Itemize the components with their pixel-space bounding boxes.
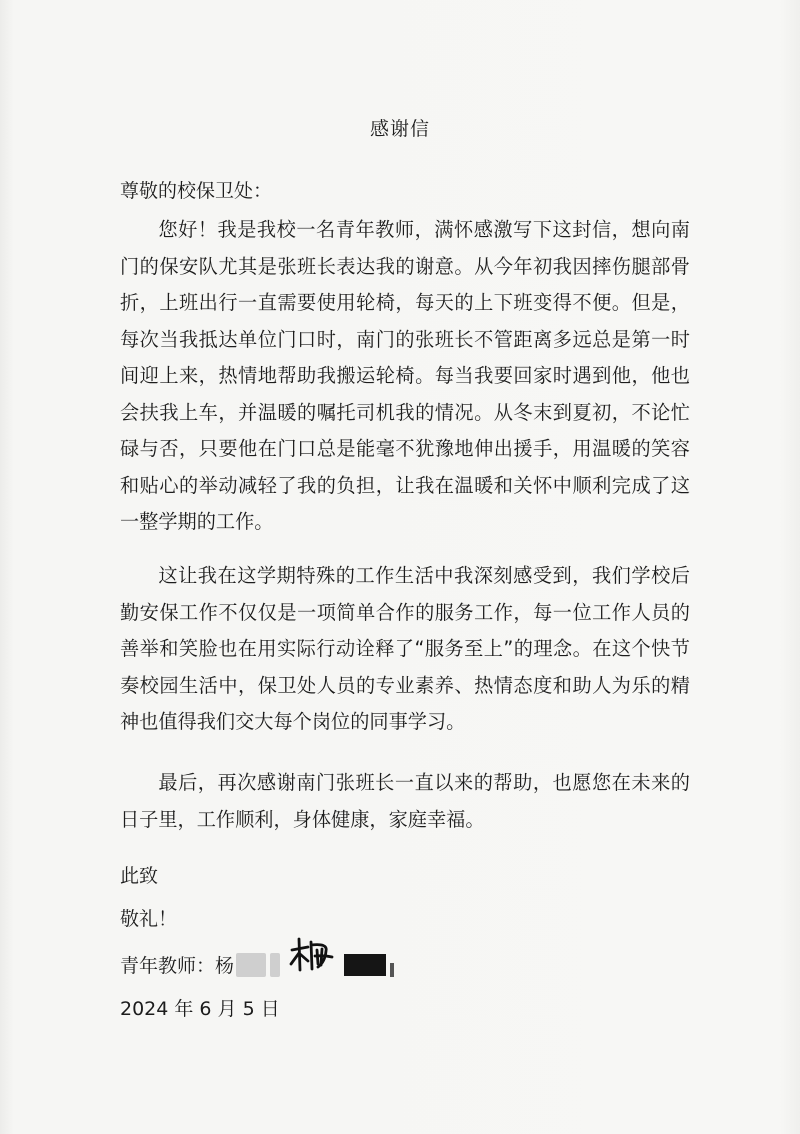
closing-line-2: 敬礼！ [120, 908, 178, 930]
salutation: 尊敬的校保卫处： [120, 180, 273, 202]
redacted-name-block-small [270, 953, 280, 977]
paragraph-1: 您好！我是我校一名青年教师，满怀感激写下这封信，想向南门的保安队尤其是张班长表达我的谢意。从今年初我因摔伤腿部骨折，上班出行一直需要使用轮椅，每天的上下班变得不便。但是，每次当我抵达单位门口时，南门的张班长不管距离多远总是第一时间迎上来，热情地帮助我搬运轮椅。每当我要回家时遇到他，他也会扶我上车，并温暖的嘱托司机我的情况。从冬末到夏初，不论忙碌与否，只要他在门口总是能毫不犹豫地伸出援手，用温暖的笑容和贴心的举动减轻了我的负担，让我在温暖和关怀中顺利完成了这一整学期的工作。 [120, 218, 690, 533]
signer-row [120, 948, 394, 981]
paragraph-3: 最后，再次感谢南门张班长一直以来的帮助，也愿您在未来的日子里，工作顺利，身体健康，家庭幸福。 [120, 771, 690, 831]
redacted-signature-block [344, 954, 386, 976]
letter-title: 感谢信 [369, 118, 430, 140]
closing-line-1: 此致 [120, 865, 159, 887]
letter-date: 2024 年 6 月 5 日 [120, 998, 280, 1020]
paragraph-2: 这让我在这学期特殊的工作生活中我深刻感受到，我们学校后勤安保工作不仅仅是一项简单合作的服务工作，每一位工作人员的善举和笑脸也在用实际行动诠释了“服务至上”的理念。在这个快节奏校园生活中，保卫处人员的专业素养、热情态度和助人为乐的精神也值得我们交大每个岗位的同事学习。 [120, 564, 690, 733]
signer-label: 青年教师：杨 [120, 955, 235, 977]
redaction-mark [390, 963, 394, 977]
handwritten-signature [288, 936, 340, 981]
redacted-name-block [236, 953, 266, 977]
